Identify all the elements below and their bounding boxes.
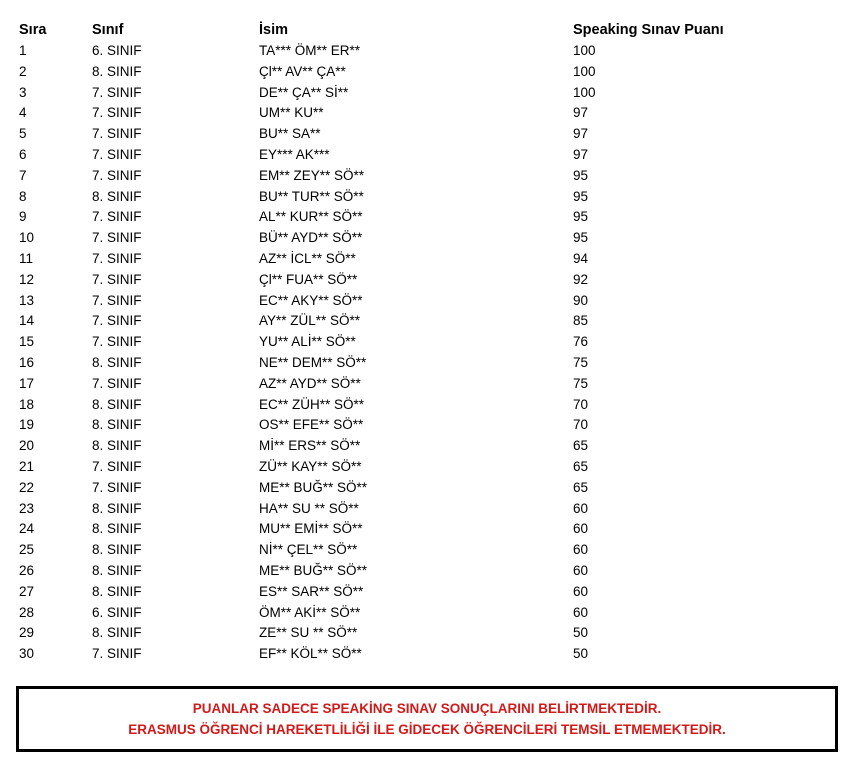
cell-puan: 50 [573, 625, 589, 641]
table-row [0, 623, 862, 644]
cell-sira: 19 [19, 417, 35, 433]
table-row [0, 207, 862, 228]
cell-sinif: 7. SINIF [92, 146, 142, 162]
cell-sira: 18 [19, 396, 35, 412]
cell-sinif: 8. SINIF [92, 188, 142, 204]
cell-puan: 70 [573, 396, 589, 412]
table-row [0, 457, 862, 478]
cell-sira: 29 [19, 625, 35, 641]
cell-puan: 95 [573, 209, 589, 225]
cell-puan: 97 [573, 146, 589, 162]
table-row [0, 228, 862, 249]
cell-sira: 20 [19, 438, 35, 454]
cell-puan: 94 [573, 250, 589, 266]
table-row [0, 166, 862, 187]
cell-sira: 16 [19, 354, 35, 370]
cell-sinif: 8. SINIF [92, 583, 142, 599]
table-row [0, 582, 862, 603]
cell-sinif: 7. SINIF [92, 209, 142, 225]
header-sira: Sıra [19, 22, 47, 38]
cell-isim: ÖM** AKİ** SÖ** [259, 604, 361, 620]
cell-sira: 7 [19, 167, 27, 183]
cell-isim: AY** ZÜL** SÖ** [259, 313, 361, 329]
cell-sinif: 7. SINIF [92, 292, 142, 308]
cell-puan: 92 [573, 271, 589, 287]
table-row [0, 145, 862, 166]
cell-sinif: 7. SINIF [92, 313, 142, 329]
table-row [0, 41, 862, 62]
table-row [0, 540, 862, 561]
cell-sinif: 7. SINIF [92, 167, 142, 183]
cell-sira: 15 [19, 334, 35, 350]
header-sinif: Sınıf [92, 22, 124, 38]
cell-isim: NE** DEM** SÖ** [259, 354, 367, 370]
cell-sira: 11 [19, 250, 34, 266]
cell-isim: EM** ZEY** SÖ** [259, 167, 365, 183]
table-row [0, 499, 862, 520]
cell-sinif: 8. SINIF [92, 521, 142, 537]
cell-sira: 10 [19, 230, 35, 246]
table-row [0, 561, 862, 582]
cell-isim: Mİ** ERS** SÖ** [259, 438, 361, 454]
cell-isim: ME** BUĞ** SÖ** [259, 479, 368, 495]
cell-isim: DE** ÇA** Sİ** [259, 84, 349, 100]
table-row [0, 62, 862, 83]
cell-sira: 4 [19, 105, 27, 121]
table-row [0, 83, 862, 104]
notice-line-1: PUANLAR SADECE SPEAKİNG SINAV SONUÇLARINI BELİRTMEKTEDİR. [192, 701, 662, 716]
cell-puan: 50 [573, 646, 589, 662]
cell-isim: ZÜ** KAY** SÖ** [259, 458, 362, 474]
cell-sinif: 7. SINIF [92, 126, 142, 142]
cell-sinif: 7. SINIF [92, 646, 142, 662]
cell-isim: ES** SAR** SÖ** [259, 583, 364, 599]
table-row [0, 353, 862, 374]
cell-sira: 27 [19, 583, 35, 599]
cell-sinif: 7. SINIF [92, 84, 142, 100]
cell-puan: 100 [573, 84, 596, 100]
cell-puan: 60 [573, 583, 589, 599]
notice-box [16, 686, 838, 752]
table-row [0, 519, 862, 540]
cell-sinif: 6. SINIF [92, 43, 142, 58]
table-header [0, 19, 862, 41]
cell-sira: 26 [19, 562, 35, 578]
cell-sinif: 8. SINIF [92, 396, 142, 412]
cell-isim: EC** ZÜH** SÖ** [259, 396, 365, 412]
table-row [0, 187, 862, 208]
cell-puan: 90 [573, 292, 589, 308]
cell-isim: TA*** ÖM** ER** [259, 43, 361, 58]
cell-puan: 70 [573, 417, 589, 433]
table-row [0, 249, 862, 270]
cell-sinif: 8. SINIF [92, 625, 142, 641]
cell-isim: BÜ** AYD** SÖ** [259, 230, 363, 246]
cell-sira: 25 [19, 542, 35, 558]
table-row [0, 436, 862, 457]
cell-isim: YU** ALİ** SÖ** [259, 334, 356, 350]
cell-sira: 14 [19, 313, 35, 329]
cell-sinif: 8. SINIF [92, 63, 142, 79]
cell-puan: 60 [573, 604, 589, 620]
cell-sinif: 7. SINIF [92, 250, 142, 266]
table-row [0, 415, 862, 436]
cell-sira: 30 [19, 646, 35, 662]
cell-sinif: 6. SINIF [92, 604, 142, 620]
cell-sira: 1 [19, 43, 27, 58]
cell-puan: 65 [573, 458, 589, 474]
cell-sira: 13 [19, 292, 35, 308]
cell-isim: MU** EMİ** SÖ** [259, 521, 363, 537]
cell-puan: 85 [573, 313, 589, 329]
cell-puan: 100 [573, 63, 596, 79]
cell-sinif: 8. SINIF [92, 438, 142, 454]
cell-puan: 97 [573, 126, 589, 142]
cell-isim: BU** TUR** SÖ** [259, 188, 364, 204]
cell-puan: 95 [573, 188, 589, 204]
header-isim: İsim [259, 22, 289, 38]
cell-isim: AZ** İCL** SÖ** [259, 250, 356, 266]
cell-isim: AL** KUR** SÖ** [259, 209, 363, 225]
cell-isim: AZ** AYD** SÖ** [259, 375, 361, 391]
cell-sira: 22 [19, 479, 35, 495]
header-puan: Speaking Sınav Puanı [573, 22, 724, 38]
cell-sinif: 7. SINIF [92, 334, 142, 350]
cell-sinif: 8. SINIF [92, 562, 142, 578]
cell-sira: 28 [19, 604, 35, 620]
cell-sinif: 7. SINIF [92, 375, 142, 391]
cell-isim: UM** KU** [259, 105, 324, 121]
table-row [0, 478, 862, 499]
cell-sinif: 8. SINIF [92, 500, 142, 516]
cell-isim: Çl** FUA** SÖ** [259, 271, 358, 287]
cell-sira: 21 [19, 458, 35, 474]
table-row [0, 270, 862, 291]
cell-sinif: 7. SINIF [92, 105, 142, 121]
cell-puan: 95 [573, 230, 589, 246]
cell-puan: 75 [573, 375, 589, 391]
cell-sinif: 8. SINIF [92, 417, 142, 433]
cell-sinif: 7. SINIF [92, 271, 142, 287]
cell-puan: 100 [573, 43, 596, 58]
cell-isim: ME** BUĞ** SÖ** [259, 562, 368, 578]
cell-sira: 8 [19, 188, 27, 204]
cell-puan: 60 [573, 542, 589, 558]
cell-sira: 5 [19, 126, 27, 142]
cell-puan: 97 [573, 105, 589, 121]
cell-sira: 3 [19, 84, 27, 100]
cell-sira: 9 [19, 209, 27, 225]
cell-isim: Çl** AV** ÇA** [259, 63, 346, 79]
cell-isim: HA** SU ** SÖ** [259, 500, 359, 516]
table-row [0, 374, 862, 395]
cell-sinif: 8. SINIF [92, 542, 142, 558]
table-row [0, 103, 862, 124]
cell-sira: 23 [19, 500, 35, 516]
table-row [0, 395, 862, 416]
table-row [0, 124, 862, 145]
cell-sira: 12 [19, 271, 35, 287]
cell-isim: EY*** AK*** [259, 146, 330, 162]
cell-puan: 60 [573, 500, 589, 516]
cell-isim: BU** SA** [259, 126, 321, 142]
cell-sinif: 8. SINIF [92, 354, 142, 370]
table-row [0, 311, 862, 332]
cell-sinif: 7. SINIF [92, 230, 142, 246]
table-row [0, 644, 862, 665]
cell-sira: 6 [19, 146, 27, 162]
table-row [0, 291, 862, 312]
table-row [0, 603, 862, 624]
cell-puan: 65 [573, 479, 589, 495]
cell-isim: ZE** SU ** SÖ** [259, 625, 358, 641]
table-body [0, 41, 862, 665]
cell-isim: EF** KÖL** SÖ** [259, 646, 362, 662]
cell-sira: 2 [19, 63, 27, 79]
cell-sinif: 7. SINIF [92, 458, 142, 474]
cell-isim: OS** EFE** SÖ** [259, 417, 364, 433]
cell-puan: 60 [573, 521, 589, 537]
cell-isim: Nİ** ÇEL** SÖ** [259, 542, 358, 558]
notice-line-2: ERASMUS ÖĞRENCİ HAREKETLİLİĞİ İLE GİDECEK ÖĞRENCİLERİ TEMSİL ETMEMEKTEDİR. [128, 722, 726, 737]
cell-isim: EC** AKY** SÖ** [259, 292, 363, 308]
table-row [0, 332, 862, 353]
cell-puan: 60 [573, 562, 589, 578]
cell-sira: 24 [19, 521, 35, 537]
cell-sinif: 7. SINIF [92, 479, 142, 495]
cell-sira: 17 [19, 375, 35, 391]
cell-puan: 65 [573, 438, 589, 454]
cell-puan: 95 [573, 167, 589, 183]
cell-puan: 76 [573, 334, 589, 350]
cell-puan: 75 [573, 354, 589, 370]
